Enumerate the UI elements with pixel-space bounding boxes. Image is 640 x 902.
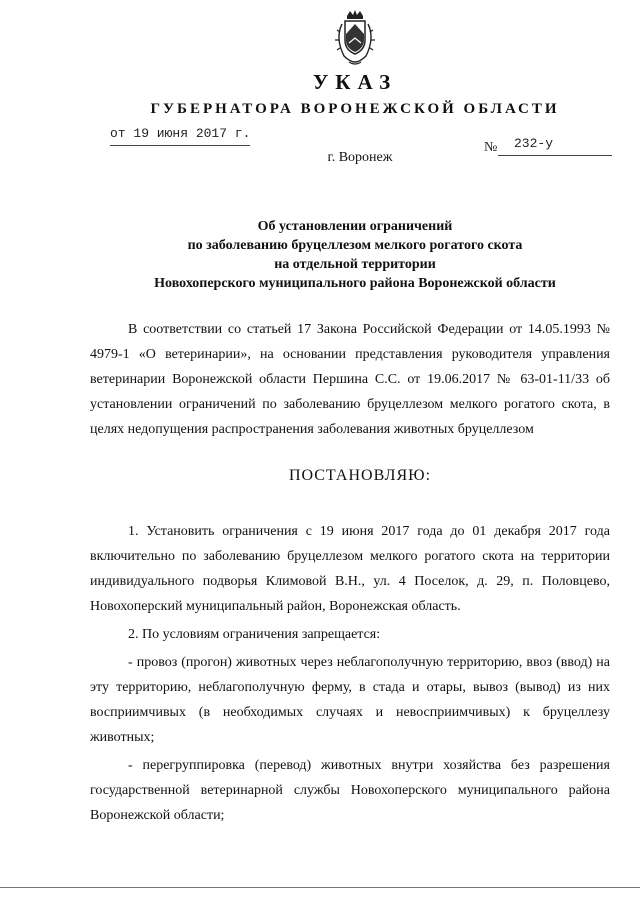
decree-item: - провоз (прогон) животных через неблагополучную территорию, ввоз (ввод) на эту территорию, неблагополучную ферму, в стада и отары, вывоз (вывод) из них восприимчивых (в необходимых случаях и невосприимчивых) к бруцеллезу животных; — [90, 655, 610, 745]
subject-line: Об установлении ограничений — [257, 219, 453, 234]
subject-line: на отдельной территории — [274, 257, 436, 272]
subject-line: по заболеванию бруцеллезом мелкого рогатого скота — [187, 238, 523, 253]
number-sign: № — [484, 140, 498, 155]
decree-item: 1. Установить ограничения с 19 июня 2017 года до 01 декабря 2017 года включительно по заболеванию бруцеллезом мелкого рогатого скота на территории индивидуального подворья Климовой В.Н., ул. 4 Поселок, д. 29, п. Половцево, Новохоперский муниципальный район, Воронежская область. — [90, 524, 610, 614]
date-underline — [110, 145, 250, 146]
decree-item: - перегруппировка (перевод) животных внутри хозяйства без разрешения государственной ветеринарной службы Новохоперского муниципального района Воронежской области; — [90, 758, 610, 823]
preamble-paragraph: В соответствии со статьей 17 Закона Российской Федерации от 14.05.1993 № 4979-1 «О ветеринарии», на основании представления руководителя управления ветеринарии Воронежской области Першина С.С. от 19.06.2017 № 63-01-11/33 об установлении ограничений по заболеванию бруцеллезом мелкого рогатого скота, в целях недопущения распространения заболевания животных бруцеллезом — [90, 322, 610, 437]
coat-of-arms-icon — [332, 10, 378, 66]
resolve-heading: ПОСТАНОВЛЯЮ: — [288, 467, 432, 484]
decree-date-text: от 19 июня 2017 г. — [110, 126, 251, 141]
issuing-city: г. Воронеж — [327, 150, 393, 165]
page-footer-rule — [0, 887, 640, 888]
decree-item: 2. По условиям ограничения запрещается: — [128, 627, 381, 642]
decree-items — [90, 519, 610, 831]
decree-issuer: ГУБЕРНАТОРА ВОРОНЕЖСКОЙ ОБЛАСТИ — [150, 101, 560, 117]
decree-title: УКАЗ — [312, 70, 398, 94]
decree-number-value: 232-у — [514, 136, 554, 151]
decree-subject — [0, 217, 640, 293]
subject-line: Новохоперского муниципального района Воронежской области — [154, 276, 556, 291]
preamble-section — [90, 317, 610, 442]
decree-date — [110, 126, 252, 141]
